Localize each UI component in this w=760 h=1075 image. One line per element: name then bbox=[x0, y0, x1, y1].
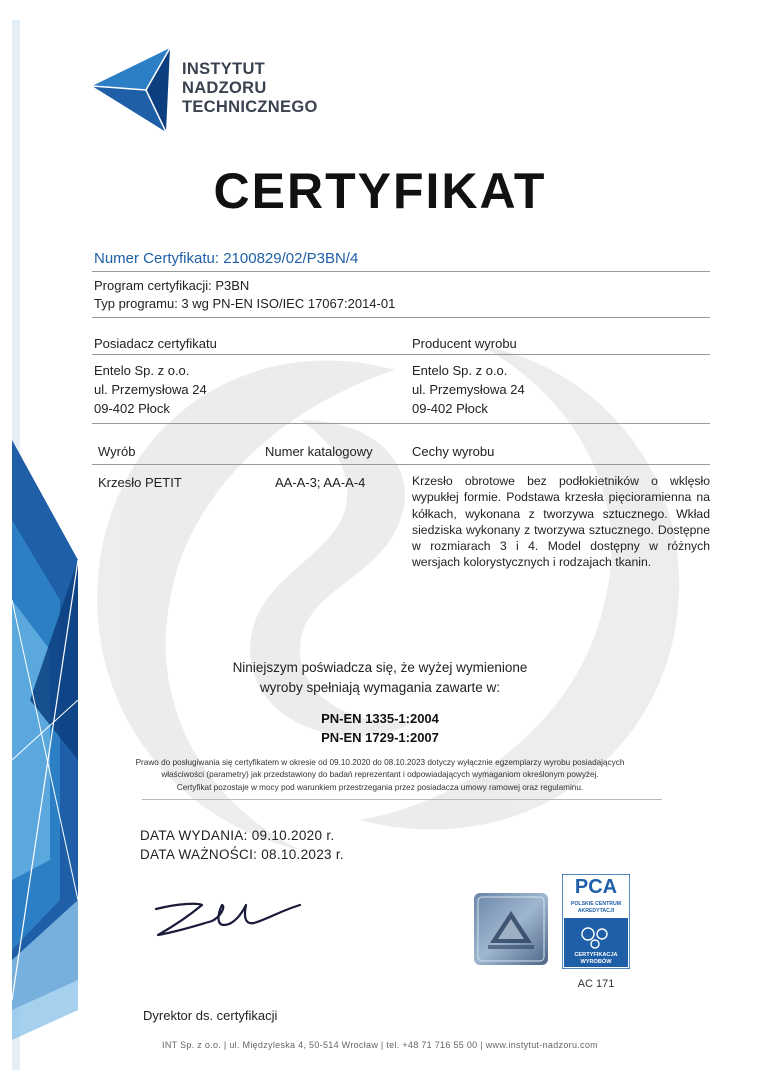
page-title: CERTYFIKAT bbox=[213, 163, 547, 219]
divider bbox=[142, 799, 662, 800]
fine-print-line-2: właściwości (parametry) jak przedstawiony do badań reprezentant i odpowiadających wymaganiom określonym powyżej. bbox=[161, 770, 599, 780]
holder-address bbox=[94, 361, 207, 418]
holder-street: ul. Przemysłowa 24 bbox=[94, 382, 207, 397]
program: Program certyfikacji: P3BN bbox=[94, 278, 250, 293]
validity-date: DATA WAŻNOŚCI: 08.10.2023 r. bbox=[140, 847, 344, 862]
pca-badge bbox=[562, 874, 630, 969]
holder-name: Entelo Sp. z o.o. bbox=[94, 363, 190, 378]
product-name: Krzesło PETIT bbox=[98, 475, 182, 490]
logo-line-3: TECHNICZNEGO bbox=[182, 98, 318, 116]
program-type: Typ programu: 3 wg PN-EN ISO/IEC 17067:2014-01 bbox=[94, 296, 396, 311]
logo-line-1: INSTYTUT bbox=[182, 60, 266, 78]
footer: INT Sp. z o.o. | ul. Międzyleska 4, 50-514 Wrocław | tel. +48 71 716 55 00 | www.instytut-nadzoru.com bbox=[162, 1040, 598, 1050]
declaration-line-1: Niniejszym poświadcza się, że wyżej wymienione bbox=[232, 660, 528, 675]
producer-name: Entelo Sp. z o.o. bbox=[412, 363, 508, 378]
hologram-seal-icon bbox=[474, 893, 548, 965]
catalog-number: AA-A-3; AA-A-4 bbox=[275, 475, 366, 490]
pca-label-1: CERTYFIKACJA bbox=[574, 952, 618, 958]
pca-logo: PCA bbox=[574, 876, 618, 898]
logo-line-2: NADZORU bbox=[182, 79, 267, 97]
col-catalog-header: Numer katalogowy bbox=[265, 444, 373, 459]
signature bbox=[150, 895, 310, 940]
divider bbox=[92, 271, 710, 272]
producer-city: 09-402 Płock bbox=[412, 401, 488, 416]
pca-label-2: WYROBÓW bbox=[580, 959, 612, 965]
pca-label bbox=[562, 952, 630, 966]
holder-city: 09-402 Płock bbox=[94, 401, 170, 416]
divider bbox=[92, 317, 710, 318]
issue-date: DATA WYDANIA: 09.10.2020 r. bbox=[140, 828, 335, 843]
divider bbox=[92, 354, 710, 355]
holder-heading: Posiadacz certyfikatu bbox=[94, 336, 217, 351]
fine-print-line-1: Prawo do posługiwania się certyfikatem w okresie od 09.10.2020 do 08.10.2023 dotyczy wyłącznie egzemplarzy wyrobu posiadających bbox=[135, 758, 625, 767]
pca-subtitle-2: AKREDYTACJI bbox=[577, 907, 615, 914]
standard-2: PN-EN 1729-1:2007 bbox=[321, 730, 439, 745]
fine-print-line-3: Certyfikat pozostaje w mocy pod warunkiem przestrzegania przez posiadacza umowy ramowej oraz regulaminu. bbox=[176, 782, 584, 792]
divider bbox=[92, 423, 710, 424]
producer-heading: Producent wyrobu bbox=[412, 336, 517, 351]
logo-text bbox=[182, 60, 318, 117]
producer-street: ul. Przemysłowa 24 bbox=[412, 382, 525, 397]
standard-1: PN-EN 1335-1:2004 bbox=[321, 711, 439, 726]
product-features: Krzesło obrotowe bez podłokietników o wklęsło wypukłej formie. Podstawa krzesła pięcioramienna na kółkach, wykonana z tworzywa sztucznego. Wkład siedziska wykonany z tworzywa sztucznego. Dostępne w rozmiarach 3 i 4. Model dostępny w różnych wersjach kolorystycznych i rodzajach tkanin. bbox=[412, 474, 710, 570]
dates bbox=[140, 826, 344, 864]
accreditation-code: AC 171 bbox=[577, 978, 615, 990]
certificate-number: Numer Certyfikatu: 2100829/02/P3BN/4 bbox=[94, 250, 359, 267]
signatory-title: Dyrektor ds. certyfikacji bbox=[143, 1008, 278, 1023]
declaration-line-2: wyroby spełniają wymagania zawarte w: bbox=[259, 680, 501, 695]
col-product-header: Wyrób bbox=[98, 444, 136, 459]
pca-subtitle bbox=[562, 901, 630, 914]
col-features-header: Cechy wyrobu bbox=[412, 444, 495, 459]
pca-subtitle-1: POLSKIE CENTRUM bbox=[570, 901, 622, 907]
standards bbox=[0, 709, 760, 747]
fine-print bbox=[0, 757, 760, 794]
divider bbox=[92, 464, 710, 465]
producer-address bbox=[412, 361, 525, 418]
declaration bbox=[0, 658, 760, 698]
